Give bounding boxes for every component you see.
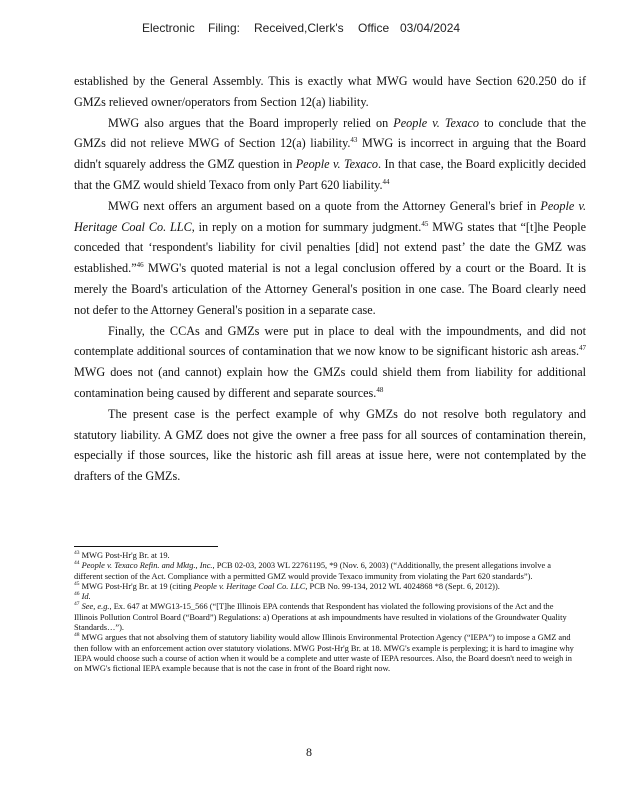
footnote-43: $^{43}$ MWG Post-Hr'g Br. at 19.: [74, 550, 170, 560]
case-citation: People v. Heritage Coal Co. LLC: [74, 198, 587, 234]
header-electronic: Electronic: [142, 21, 195, 35]
header-filing: Filing:: [208, 21, 241, 35]
case-citation: People v. Texaco: [393, 115, 479, 130]
header-received: Received,Clerk's: [254, 21, 344, 35]
footnote-44: $^{44}$ People v. Texaco Refin. and Mktg., Inc., PCB 02-03, 2003 WL 22761195, *9 (Nov. 6, 2003) (“Additionally, the present allegations involve a different section of the Act. Compliance with a permitted GMZ would provide Texaco immunity from violating the Part 620 standards”).: [74, 560, 551, 581]
footnote-ref[interactable]: 46: [136, 261, 144, 270]
header-office: Office: [358, 21, 390, 35]
footnotes: [74, 551, 574, 675]
paragraph-5: The present case is the perfect example of why GMZs do not resolve both regulatory and statutory liability. A GMZ does not give the owner a free pass for all sources of contamination therein, especially if those sources, like the historic ash fill areas at issue here, were not contemplated by the drafters of the GMZs.: [74, 406, 586, 484]
footnote-ref[interactable]: 43: [350, 136, 358, 145]
paragraph-1: established by the General Assembly. This is exactly what MWG would have Section 620.250 do if GMZs relieved owner/operators from Section 12(a) liability.: [74, 74, 586, 109]
footnote-47: $^{47}$ See, e.g., Ex. 647 at MWG13-15_566 (“[T]he Illinois EPA contends that Respondent has violated the following provisions of the Act and the Illinois Pollution Control Board (“Board”) Regulations: a) Operations at ash impoundments have resulted in violations of the Groundwater Quality Standards…”).: [74, 601, 567, 633]
page-number: 8: [306, 745, 312, 759]
footnote-ref[interactable]: 44: [382, 177, 390, 186]
footnote-ref[interactable]: 48: [376, 385, 384, 394]
document-body: [74, 71, 586, 487]
footnote-45: $^{45}$ MWG Post-Hr'g Br. at 19 (citing People v. Heritage Coal Co. LLC, PCB No. 99-134, 2012 WL 4024868 *8 (Sept. 6, 2012)).: [74, 581, 500, 591]
footnote-48: $^{48}$ MWG argues that not absolving them of statutory liability would allow Illinois Environmental Protection Agency (“IEPA”) to impose a GMZ and then follow with an enforcement action over statutory violations. MWG Post-Hr'g Br. at 18. MWG's example is perplexing; it is hard to imagine why IEPA would choose such a course of action when it would be a complete and utter waste of IEPA resources. Also, the Board doesn't need to weigh in on MWG's fictional IEPA example because that is not the case in front of the Board right now.: [74, 632, 574, 674]
footnote-ref[interactable]: 47: [579, 344, 586, 353]
case-citation: People v. Texaco: [295, 157, 379, 172]
header-date: 03/04/2024: [400, 21, 461, 35]
paragraph-4: Finally, the CCAs and GMZs were put in place to deal with the impoundments, and did not contemplate additional sources of contamination that we now know to be significant historic ash areas.$^{47}$ MWG does not (and cannot) explain how the GMZs could shield them from liability for additional contamination being caused by different and separate sources.$^{48}$: [74, 323, 586, 400]
footnote-divider: [74, 546, 218, 547]
paragraph-3: MWG next offers an argument based on a quote from the Attorney General's brief in People v. Heritage Coal Co. LLC, in reply on a motion for summary judgment.$^{45}$ MWG states that “[t]he People conceded that ‘respondent's liability for civil penalties [did] not extend past’ the date the GMZ was established.”$^{46}$ MWG's quoted material is not a legal conclusion offered by a court or the Board. It is merely the Board's articulation of the Attorney General's position in one case. The Board clearly need not defer to the Attorney General's position in a separate case.: [74, 198, 587, 317]
footnote-ref[interactable]: 45: [421, 219, 429, 228]
footnote-46: $^{46}$ Id.: [74, 591, 91, 602]
paragraph-2: MWG also argues that the Board improperly relied on People v. Texaco to conclude that the GMZs did not relieve MWG of Section 12(a) liability.$^{43}$ MWG is incorrect in arguing that the Board didn't squarely address the GMZ question in People v. Texaco. In that case, the Board explicitly decided that the GMZ would shield Texaco from only Part 620 liability.$^{44}$: [74, 115, 587, 192]
